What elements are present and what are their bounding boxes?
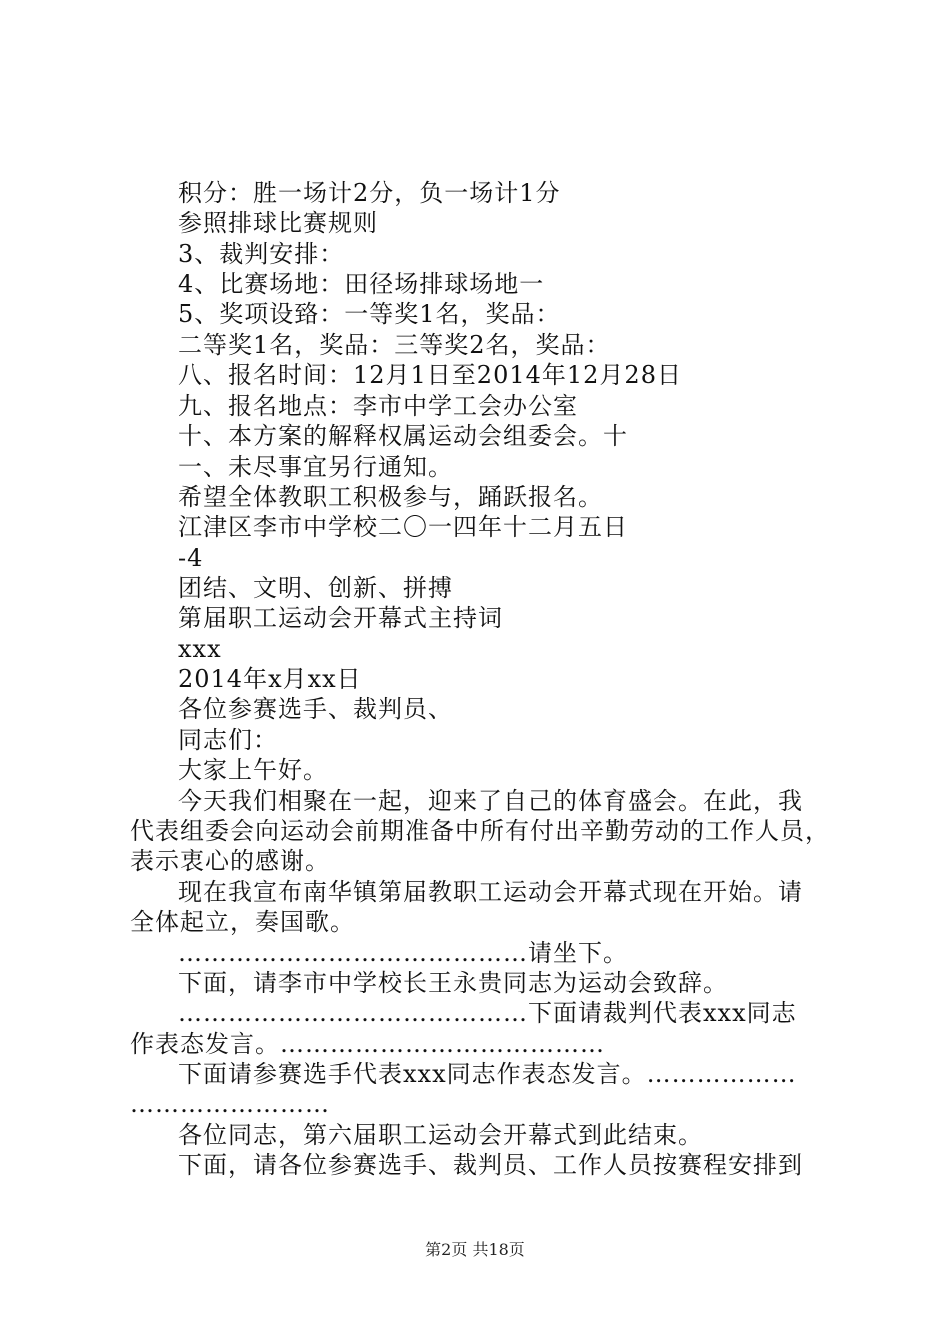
text-line: 5、奖项设臵：一等奖1名，奖品： [178, 300, 561, 328]
text-line: ……………………………………下面请裁判代表xxx同志 [178, 999, 797, 1027]
text-line: 参照排球比赛规则 [178, 209, 378, 237]
text-line: 二等奖1名，奖品：三等奖2名，奖品： [178, 331, 611, 359]
text-line: 九、报名地点：李市中学工会办公室 [178, 392, 578, 420]
text-line: ……………………………………请坐下。 [178, 939, 628, 967]
text-line: 2014年x月xx日 [178, 665, 362, 693]
text-line: 现在我宣布南华镇第届教职工运动会开幕式现在开始。请 [178, 878, 803, 906]
text-line: 一、未尽事宜另行通知。 [178, 453, 453, 481]
text-line: 各位同志，第六届职工运动会开幕式到此结束。 [178, 1121, 703, 1149]
text-line: xxx [178, 635, 222, 663]
text-line: 3、裁判安排： [178, 240, 345, 268]
text-line: …………………… [130, 1090, 330, 1118]
text-line: 全体起立，奏国歌。 [130, 908, 355, 936]
text-line: 同志们： [178, 726, 278, 754]
text-line: 大家上午好。 [178, 756, 328, 784]
text-line: 希望全体教职工积极参与，踊跃报名。 [178, 483, 603, 511]
text-line: 下面请参赛选手代表xxx同志作表态发言。……………… [178, 1060, 797, 1088]
text-line: 作表态发言。………………………………… [130, 1030, 605, 1058]
text-line: 江津区李市中学校二〇一四年十二月五日 [178, 513, 628, 541]
text-line: 下面，请李市中学校长王永贵同志为运动会致辞。 [178, 969, 728, 997]
text-line: 八、报名时间：12月1日至2014年12月28日 [178, 361, 682, 389]
text-line: 积分：胜一场计2分，负一场计1分 [178, 179, 561, 207]
text-line: 4、比赛场地：田径场排球场地一 [178, 270, 545, 298]
text-line: 代表组委会向运动会前期准备中所有付出辛勤劳动的工作人员， [130, 817, 830, 845]
text-line: 今天我们相聚在一起，迎来了自己的体育盛会。在此，我 [178, 787, 803, 815]
text-line: 下面，请各位参赛选手、裁判员、工作人员按赛程安排到 [178, 1151, 803, 1179]
text-line: 第届职工运动会开幕式主持词 [178, 604, 503, 632]
page-footer: 第2页 共18页 [425, 1240, 525, 1259]
text-line: 各位参赛选手、裁判员、 [178, 695, 453, 723]
text-line: 表示衷心的感谢。 [130, 847, 330, 875]
text-line: 十、本方案的解释权属运动会组委会。十 [178, 422, 628, 450]
text-line: -4 [178, 544, 204, 572]
text-line: 团结、文明、创新、拼搏 [178, 574, 453, 602]
